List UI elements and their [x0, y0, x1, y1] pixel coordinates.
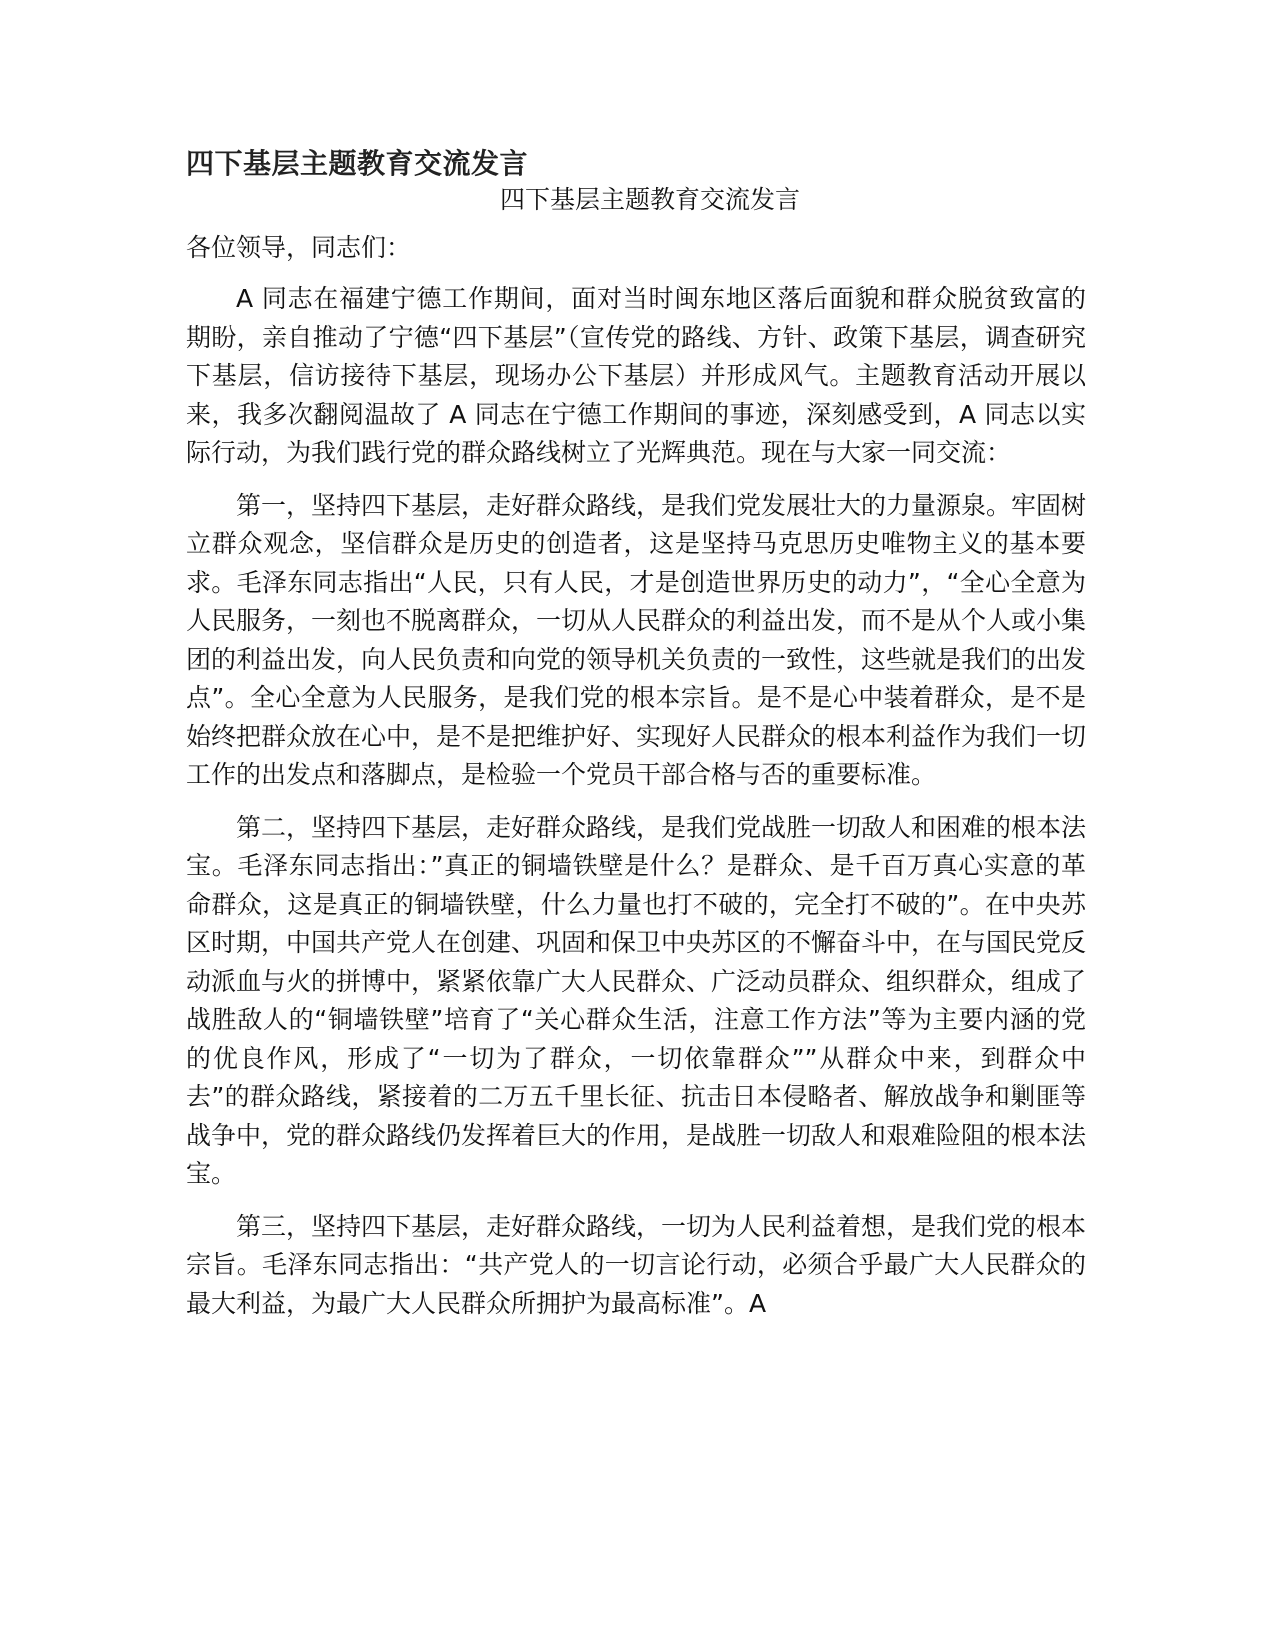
paragraph-intro: A 同志在福建宁德工作期间，面对当时闽东地区落后面貌和群众脱贫致富的期盼，亲自推动了宁德“四下基层”（宣传党的路线、方针、政策下基层，调查研究下基层，信访接待下基层，现场办公下基层）并形成风气。主题教育活动开展以来，我多次翻阅温故了 A 同志在宁德工作期间的事迹，深刻感受到，A 同志以实际行动，为我们践行党的群众路线树立了光辉典范。现在与大家一同交流： [186, 284, 1086, 467]
document-subtitle: 四下基层主题教育交流发言 [499, 185, 800, 214]
paragraph-first-point: 第一，坚持四下基层，走好群众路线，是我们党发展壮大的力量源泉。牢固树立群众观念，坚信群众是历史的创造者，这是坚持马克思历史唯物主义的基本要求。毛泽东同志指出“人民，只有人民，才是创造世界历史的动力”，“全心全意为人民服务，一刻也不脱离群众，一切从人民群众的利益出发，而不是从个人或小集团的利益出发，向人民负责和向党的领导机关负责的一致性，这些就是我们的出发点”。全心全意为人民服务，是我们党的根本宗旨。是不是心中装着群众，是不是始终把群众放在心中，是不是把维护好、实现好人民群众的根本利益作为我们一切工作的出发点和落脚点，是检验一个党员干部合格与否的重要标准。 [186, 490, 1087, 789]
paragraph-third-point: 第三，坚持四下基层，走好群众路线，一切为人民利益着想，是我们党的根本宗旨。毛泽东同志指出：“共产党人的一切言论行动，必须合乎最广大人民群众的最大利益，为最广大人民群众所拥护为最高标准”。A [186, 1211, 1087, 1318]
document-page [186, 146, 1086, 1337]
salutation: 各位领导，同志们： [186, 233, 412, 262]
document-heading: 四下基层主题教育交流发言 [186, 147, 529, 180]
paragraph-second-point: 第二，坚持四下基层，走好群众路线，是我们党战胜一切敌人和困难的根本法宝。毛泽东同志指出：”真正的铜墙铁壁是什么？是群众、是千百万真心实意的革命群众，这是真正的铜墙铁壁，什么力量也打不破的，完全打不破的”。在中央苏区时期，中国共产党人在创建、巩固和保卫中央苏区的不懈奋斗中，在与国民党反动派血与火的拼博中，紧紧依靠广大人民群众、广泛动员群众、组织群众，组成了战胜敌人的“铜墙铁壁”培育了“关心群众生活，注意工作方法”等为主要内涵的党的优良作风，形成了“一切为了群众，一切依靠群众””从群众中来，到群众中去”的群众路线，紧接着的二万五千里长征、抗击日本侵略者、解放战争和剿匪等战争中，党的群众路线仍发挥着巨大的作用，是战胜一切敌人和艰难险阻的根本法宝。 [186, 812, 1087, 1188]
